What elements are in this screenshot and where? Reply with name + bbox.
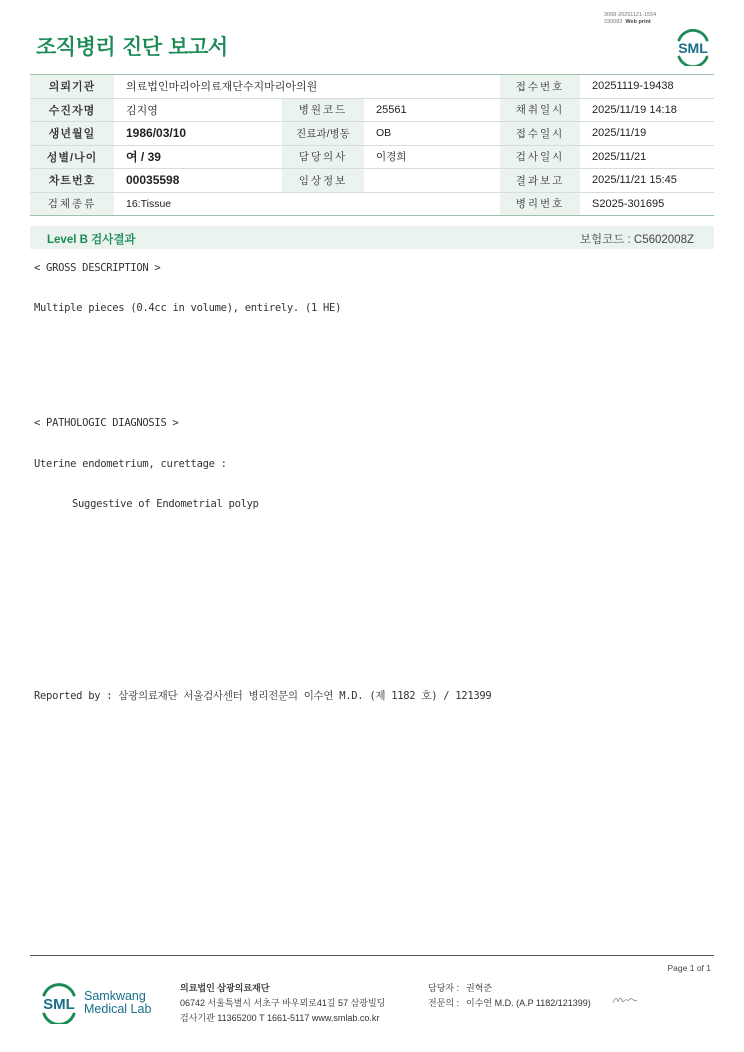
staff-row-specialist xyxy=(428,996,591,1011)
sml-footer-logo-icon xyxy=(36,980,82,1024)
label-requesting-org: 의뢰기관 xyxy=(30,75,114,99)
value-received-date: 2025/11/19 xyxy=(580,122,714,146)
staff-specialist-label: 전문의 : xyxy=(428,998,460,1008)
gross-heading: < GROSS DESCRIPTION > xyxy=(34,262,161,274)
level-result-bar xyxy=(30,226,714,249)
value-birth-date: 1986/03/10 xyxy=(114,122,282,146)
web-print-label: Web print xyxy=(625,19,651,25)
table-row xyxy=(30,169,714,193)
value-hospital-code: 25561 xyxy=(364,98,500,122)
signature-icon xyxy=(612,994,638,1006)
table-row xyxy=(30,75,714,99)
value-patient-name: 김지영 xyxy=(114,98,282,122)
staff-specialist-value: 이수연 M.D. (A.P 1182/121399) xyxy=(466,998,591,1008)
table-row xyxy=(30,98,714,122)
print-id-line1: 3068-20251121-1554 xyxy=(604,12,657,18)
value-collection-date: 2025/11/19 14:18 xyxy=(580,98,714,122)
value-test-date: 2025/11/21 xyxy=(580,145,714,169)
organization-info xyxy=(180,981,385,1026)
label-specimen-type: 검체종류 xyxy=(30,192,114,216)
label-sex-age: 성별/나이 xyxy=(30,145,114,169)
insurance-code: 보험코드 : C5602008Z xyxy=(579,234,694,246)
label-test-date: 검사일시 xyxy=(500,145,580,169)
table-row xyxy=(30,122,714,146)
reported-by: Reported by : 삼광의료재단 서울검사센터 병리전문의 이수연 M.D. (제 1182 호) / 121399 xyxy=(34,690,492,702)
brand-line2: Medical Lab xyxy=(84,1002,152,1016)
staff-row-manager xyxy=(428,981,591,996)
brand-name xyxy=(84,990,151,1016)
label-hospital-code: 병원코드 xyxy=(282,98,364,122)
print-id-line2 xyxy=(604,19,656,26)
org-address: 06742 서울특별시 서초구 바우뫼로41길 57 삼광빌딩 xyxy=(180,998,386,1008)
org-contact: 검사기관 11365200 T 1661-5117 www.smlab.co.kr xyxy=(180,1013,380,1023)
label-department: 진료과/병동 xyxy=(282,122,364,146)
brand-line1: Samkwang xyxy=(84,989,146,1003)
diagnosis-heading: < PATHOLOGIC DIAGNOSIS > xyxy=(34,417,179,429)
gross-text: Multiple pieces (0.4cc in volume), entirely. (1 HE) xyxy=(34,302,342,314)
table-row xyxy=(30,145,714,169)
label-collection-date: 채취일시 xyxy=(500,98,580,122)
staff-info xyxy=(428,981,591,1011)
footer-divider xyxy=(30,955,714,956)
label-patient-name: 수진자명 xyxy=(30,98,114,122)
diagnosis-site: Uterine endometrium, curettage : xyxy=(34,458,227,470)
value-specimen-type: 16:Tissue xyxy=(114,192,500,216)
print-code: 230083 xyxy=(604,19,623,25)
label-clinical-info: 임상정보 xyxy=(282,169,364,193)
label-chart-no: 차트번호 xyxy=(30,169,114,193)
page-number: Page 1 of 1 xyxy=(667,963,711,973)
label-accession-no: 접수번호 xyxy=(500,75,580,99)
value-department: OB xyxy=(364,122,500,146)
label-result-report: 결과보고 xyxy=(500,169,580,193)
value-accession-no: 20251119-19438 xyxy=(580,75,714,99)
label-received-date: 접수일시 xyxy=(500,122,580,146)
value-doctor: 이경희 xyxy=(364,145,500,169)
sml-logo-icon xyxy=(672,26,714,66)
value-clinical-info xyxy=(364,169,500,193)
value-sex-age: 여 / 39 xyxy=(114,145,282,169)
staff-manager-value: 권혁준 xyxy=(466,983,493,993)
value-result-report: 2025/11/21 15:45 xyxy=(580,169,714,193)
page-title: 조직병리 진단 보고서 xyxy=(36,35,228,59)
sml-logo-text: SML xyxy=(678,40,708,56)
label-birth-date: 생년월일 xyxy=(30,122,114,146)
level-title: Level B 검사결과 xyxy=(47,234,136,246)
label-pathology-no: 병리번호 xyxy=(500,192,580,216)
label-doctor: 담당의사 xyxy=(282,145,364,169)
value-pathology-no: S2025-301695 xyxy=(580,192,714,216)
org-name: 의료법인 삼광의료재단 xyxy=(180,983,270,993)
diagnosis-text: Suggestive of Endometrial polyp xyxy=(72,498,259,510)
print-id xyxy=(604,12,656,26)
sml-footer-logo-text: SML xyxy=(43,996,75,1013)
value-requesting-org: 의료법인마리아의료재단수지마리아의원 xyxy=(114,75,500,99)
table-row xyxy=(30,192,714,216)
staff-manager-label: 담당자 : xyxy=(428,983,460,993)
patient-info-table xyxy=(30,74,714,216)
value-chart-no: 00035598 xyxy=(114,169,282,193)
